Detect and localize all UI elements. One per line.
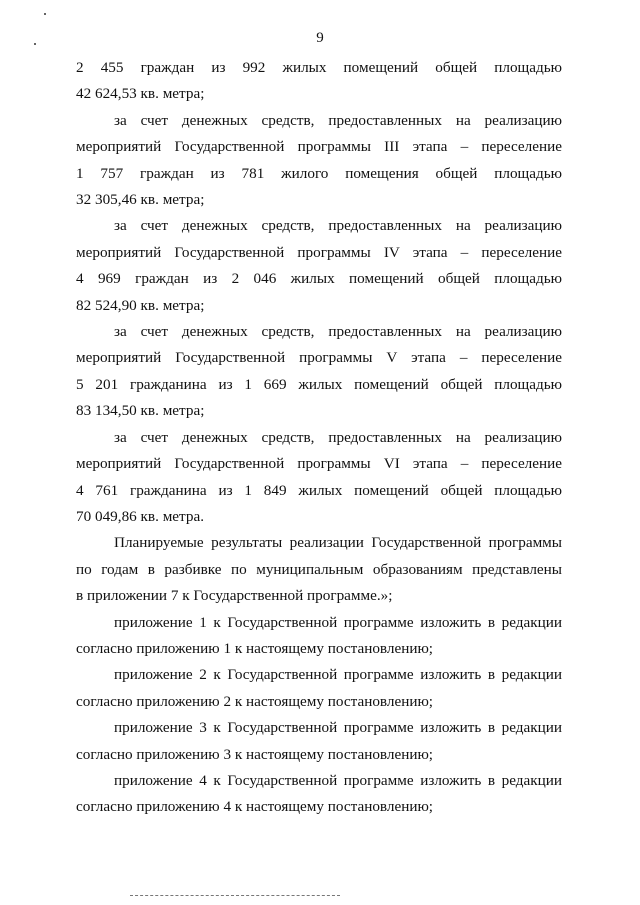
text-line: 4 761 гражданина из 1 849 жилых помещений общей площадью <box>76 481 562 499</box>
paragraph-2 <box>76 108 562 214</box>
paragraph-4 <box>76 319 562 425</box>
text-line: 70 049,86 кв. метра. <box>76 507 204 525</box>
text-line: приложение 3 к Государственной программе изложить в редакции <box>114 719 562 737</box>
text-line: 82 524,90 кв. метра; <box>76 296 205 314</box>
text-line: согласно приложению 2 к настоящему постановлению; <box>76 692 434 710</box>
text-line: приложение 4 к Государственной программе изложить в редакции <box>114 771 562 789</box>
text-line: 83 134,50 кв. метра; <box>76 402 205 420</box>
page-number: 9 <box>316 30 324 46</box>
text-line: мероприятий Государственной программы V этапа – переселение <box>76 349 562 367</box>
scan-artifact-line <box>130 895 340 897</box>
paragraph-3 <box>76 213 562 319</box>
text-line: 42 624,53 кв. метра; <box>76 85 205 103</box>
paragraph-1 <box>76 55 562 108</box>
text-line: согласно приложению 3 к настоящему постановлению; <box>76 745 434 763</box>
text-line: 2 455 граждан из 992 жилых помещений общей площадью <box>76 59 562 76</box>
scan-speck <box>44 13 46 15</box>
text-line: согласно приложению 4 к настоящему постановлению; <box>76 798 434 816</box>
paragraph-9 <box>76 715 562 768</box>
text-line: в приложении 7 к Государственной программе.»; <box>76 587 393 605</box>
paragraph-8 <box>76 662 562 715</box>
text-line: за счет денежных средств, предоставленных на реализацию <box>114 217 562 235</box>
text-line: 1 757 граждан из 781 жилого помещения общей площадью <box>76 164 562 182</box>
text-line: мероприятий Государственной программы III этапа – переселение <box>76 138 562 156</box>
text-line: за счет денежных средств, предоставленных на реализацию <box>114 323 562 341</box>
text-line: за счет денежных средств, предоставленных на реализацию <box>114 111 562 129</box>
text-line: Планируемые результаты реализации Государственной программы <box>114 534 562 552</box>
text-line: мероприятий Государственной программы VI этапа – переселение <box>76 455 562 473</box>
text-line: приложение 2 к Государственной программе изложить в редакции <box>114 666 562 684</box>
paragraph-6 <box>76 530 562 609</box>
text-line: по годам в разбивке по муниципальным образованиям представлены <box>76 560 562 578</box>
text-line: 5 201 гражданина из 1 669 жилых помещений общей площадью <box>76 375 562 393</box>
document-body <box>76 55 562 821</box>
paragraph-7 <box>76 610 562 663</box>
text-line: мероприятий Государственной программы IV этапа – переселение <box>76 243 562 261</box>
text-line: приложение 1 к Государственной программе изложить в редакции <box>114 613 562 631</box>
paragraph-5 <box>76 425 562 531</box>
text-line: за счет денежных средств, предоставленных на реализацию <box>114 428 562 446</box>
text-line: согласно приложению 1 к настоящему постановлению; <box>76 639 434 657</box>
text-line: 32 305,46 кв. метра; <box>76 191 205 209</box>
paragraph-10 <box>76 768 562 821</box>
text-line: 4 969 граждан из 2 046 жилых помещений общей площадью <box>76 270 562 288</box>
